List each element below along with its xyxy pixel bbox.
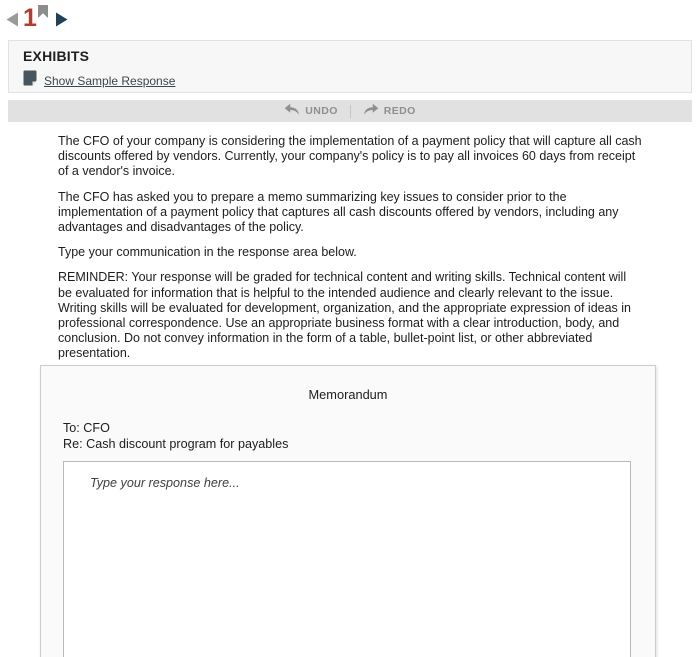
toolbar-divider — [350, 105, 351, 118]
next-page-arrow-icon[interactable] — [55, 12, 68, 32]
undo-arrow-icon — [284, 103, 300, 119]
task-instructions — [58, 134, 643, 372]
show-sample-response-label: Show Sample Response — [44, 73, 176, 88]
response-textarea[interactable] — [63, 461, 631, 657]
previous-page-arrow-icon[interactable] — [6, 12, 19, 32]
bookmark-flag-icon[interactable] — [38, 5, 48, 23]
undo-button[interactable] — [284, 103, 338, 119]
exhibits-heading: EXHIBITS — [23, 48, 90, 64]
memo-title: Memorandum — [308, 387, 388, 402]
redo-label: REDO — [383, 105, 416, 117]
memo-re-line: Re: Cash discount program for payables — [63, 436, 289, 451]
task-paragraph-request: The CFO has asked you to prepare a memo summarizing key issues to consider prior to the implementation of a payment policy that captures all cash discounts offered by vendors, including any advantages and disadvantages of the policy. — [58, 189, 619, 235]
current-page-number[interactable]: 1 — [23, 4, 37, 32]
show-sample-response-link[interactable] — [23, 70, 175, 91]
task-paragraph-directions: Type your communication in the response area below. — [58, 245, 357, 260]
document-icon — [23, 70, 37, 91]
memo-to-line: To: CFO — [63, 421, 110, 435]
task-paragraph-reminder: REMINDER: Your response will be graded for technical content and writing skills. Technical content will be evaluated for information that is helpful to the intended audience and clearly relevant to the issue. Writing skills will be evaluated for development, organization, and the appropriate expression of ideas in professional correspondence. Use an appropriate business format with a clear introduction, body, and conclusion. Do not convey information in the form of a table, bullet-point list, or other abbreviated presentation. — [58, 270, 632, 361]
redo-arrow-icon — [363, 103, 379, 119]
edit-toolbar — [8, 100, 692, 122]
undo-label: UNDO — [305, 105, 338, 117]
redo-button[interactable] — [363, 103, 416, 119]
exhibits-panel — [8, 40, 692, 93]
task-paragraph-scenario: The CFO of your company is considering the implementation of a payment policy that will capture all cash discounts offered by vendors. Currently, your company's policy is to pay all invoices 60 days from receipt of a vendor's invoice. — [58, 134, 642, 179]
memo-panel — [40, 365, 656, 657]
page-navigation — [6, 5, 68, 32]
